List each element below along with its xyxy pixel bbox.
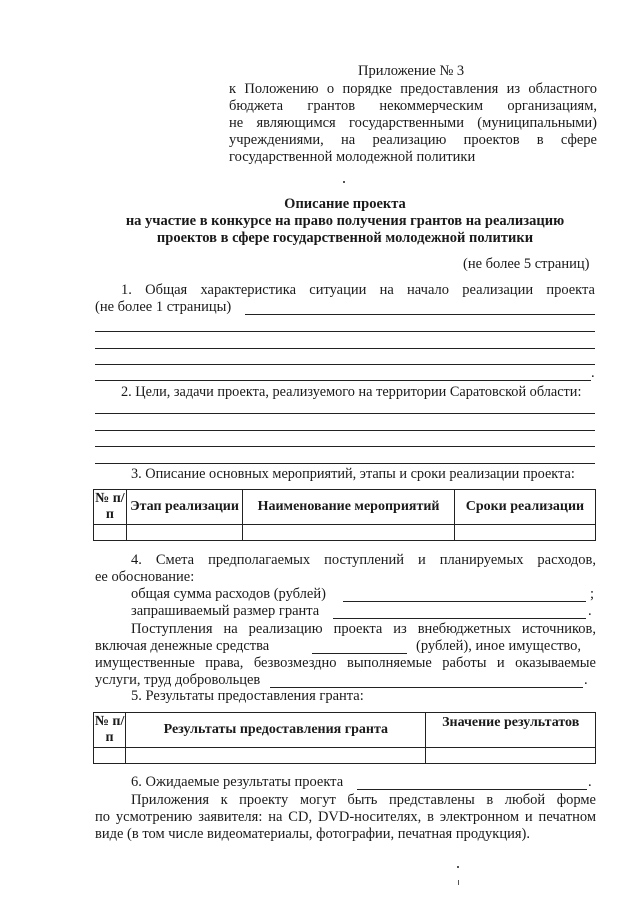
- line-end-period: .: [584, 672, 588, 688]
- line-end-period: .: [591, 365, 595, 381]
- requested-grant-field: [333, 618, 586, 619]
- total-expenses-label: общая сумма расходов (рублей): [131, 586, 326, 602]
- table-cell: [126, 748, 426, 764]
- table-cell: [243, 525, 455, 541]
- col-deadlines: Сроки реализации: [454, 490, 595, 525]
- appendix-line-2: бюджета грантов некоммерческим организациям,: [229, 98, 597, 114]
- line-end-period: .: [588, 774, 592, 790]
- title-line-3: проектов в сфере государственной молодежной политики: [156, 230, 534, 246]
- title-line-1: Описание проекта: [284, 196, 406, 212]
- cash-amount-field: [312, 653, 407, 654]
- page-limit-note: (не более 5 страниц): [463, 256, 590, 272]
- answer-line: [95, 380, 591, 381]
- table-cell: [454, 525, 595, 541]
- attachments-line-3: виде (в том числе видеоматериалы, фотографии, печатная продукция).: [95, 826, 530, 842]
- income-text-line-4: услуги, труд добровольцев: [95, 672, 261, 688]
- answer-line: [95, 446, 595, 447]
- answer-line: [95, 331, 595, 332]
- expected-results-field: [357, 789, 587, 790]
- section-6-heading: 6. Ожидаемые результаты проекта: [131, 774, 344, 790]
- col-stage: Этап реализации: [126, 490, 242, 525]
- answer-line: [95, 413, 595, 414]
- answer-line: [245, 314, 595, 315]
- section-3-heading: 3. Описание основных мероприятий, этапы и сроки реализации проекта:: [131, 466, 575, 482]
- title-line-2: на участие в конкурсе на право получения грантов на реализацию: [125, 213, 565, 229]
- income-text-line-2b: (рублей), иное имущество,: [416, 638, 582, 654]
- appendix-line-4: учреждениями, на реализацию проектов в сфере: [229, 132, 597, 148]
- line-end-period: .: [588, 603, 592, 619]
- line-end-semicolon: ;: [590, 586, 595, 602]
- answer-line: [95, 463, 595, 464]
- appendix-line-1: к Положению о порядке предоставления из областного: [229, 81, 597, 97]
- total-expenses-field: [343, 601, 586, 602]
- section-4-subheading: ее обоснование:: [95, 569, 195, 585]
- table-header-row: [94, 490, 596, 525]
- income-text-line-2a: включая денежные средства: [95, 638, 270, 654]
- answer-line: [95, 348, 595, 349]
- appendix-line-5: государственной молодежной политики: [229, 149, 476, 165]
- scan-speck: [343, 181, 345, 183]
- income-text-line-3: имущественные права, безвозмездно выполняемые работы и оказываемые: [95, 655, 596, 671]
- table-cell: [94, 748, 126, 764]
- col-number: № п/п: [94, 490, 127, 525]
- section-5-heading: 5. Результаты предоставления гранта:: [131, 688, 364, 704]
- income-text-line-1: Поступления на реализацию проекта из внебюджетных источников,: [131, 621, 596, 637]
- events-table: [93, 489, 596, 541]
- requested-grant-label: запрашиваемый размер гранта: [131, 603, 320, 619]
- col-results: Результаты предоставления гранта: [126, 713, 426, 748]
- appendix-line-3: не являющимся государственными (муниципальными): [229, 115, 597, 131]
- section-1-heading: 1. Общая характеристика ситуации на начало реализации проекта: [121, 282, 595, 298]
- col-values: Значение результатов: [426, 713, 596, 748]
- table-header-row: [94, 713, 596, 748]
- table-cell: [426, 748, 596, 764]
- answer-line: [95, 430, 595, 431]
- col-number: № п/п: [94, 713, 126, 748]
- answer-line: [95, 364, 595, 365]
- appendix-number: Приложение № 3: [358, 63, 465, 79]
- section-1-note: (не более 1 страницы): [95, 299, 232, 315]
- scan-speck: [457, 866, 459, 868]
- attachments-line-2: по усмотрению заявителя: на CD, DVD-носителях, в электронном и печатном: [95, 809, 596, 825]
- table-cell: [126, 525, 242, 541]
- results-table: [93, 712, 596, 764]
- col-activities: Наименование мероприятий: [243, 490, 455, 525]
- table-row: [94, 525, 596, 541]
- table-cell: [94, 525, 127, 541]
- section-2-heading: 2. Цели, задачи проекта, реализуемого на территории Саратовской области:: [121, 384, 582, 400]
- section-4-heading: 4. Смета предполагаемых поступлений и планируемых расходов,: [131, 552, 596, 568]
- scan-speck: [458, 880, 459, 885]
- table-row: [94, 748, 596, 764]
- attachments-line-1: Приложения к проекту могут быть представлены в любой форме: [131, 792, 596, 808]
